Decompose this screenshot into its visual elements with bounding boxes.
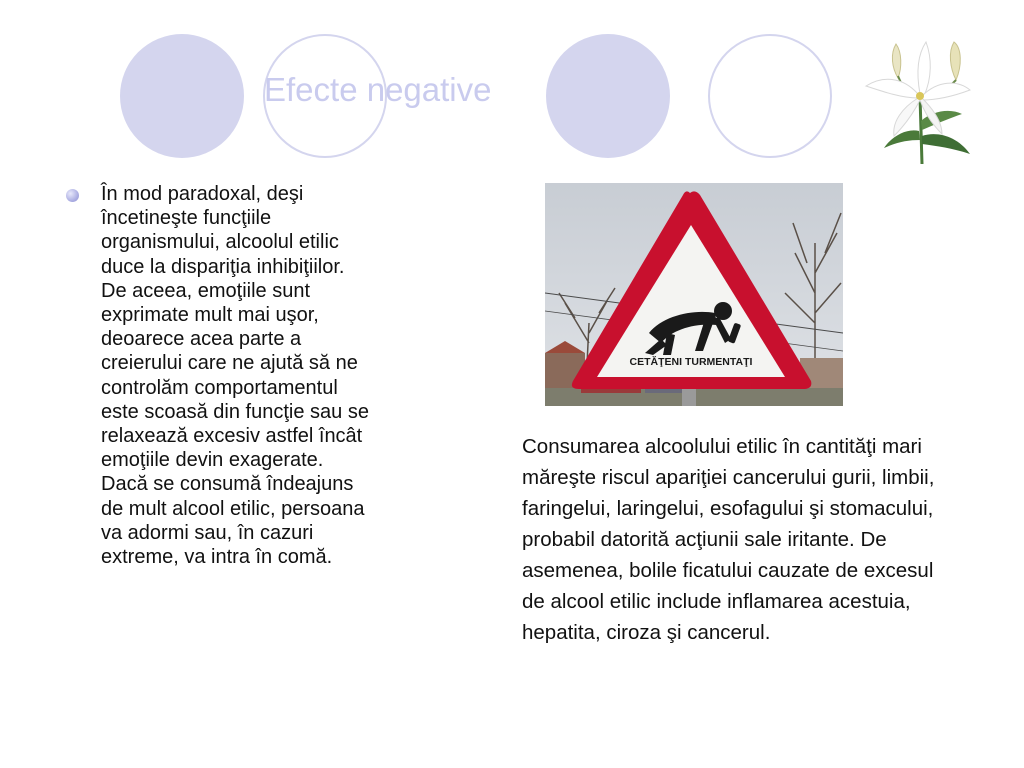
left-body-text: În mod paradoxal, deşi încetineşte funcţiile organismului, alcoolul etilic duce la dispariţia inhibiţiilor. De aceea, emoţiile sunt exprimate mult mai uşor, deoarece acea parte a creierului care ne ajută să ne controlăm comportamentul este scoasă din funcţie sau se relaxează excesiv astfel încât emoţiile devin exagerate. Dacă se consumă îndeajuns de mult alcool etilic, persoana va adormi sau, în cazuri extreme, va intra în comă.: [101, 183, 369, 569]
right-body-text: Consumarea alcoolului etilic în cantităţi mari măreşte riscul apariţiei cancerului gurii, limbii, faringelui, laringelui, esofagului şi stomacului, probabil datorită acţiunii sale iritante. De asemenea, bolile ficatului cauzate de excesul de alcool etilic include inflamarea acestuia, hepatita, ciroza şi cancerul.: [522, 435, 935, 644]
bullet-dot-icon: [66, 189, 79, 202]
decor-circle-4: [708, 34, 832, 158]
decor-circle-1: [120, 34, 244, 158]
sign-text: CETĂŢENI TURMENTAŢI: [629, 356, 753, 368]
lily-flower-icon: [862, 36, 974, 166]
slide-title: Efecte negative: [264, 71, 492, 108]
bullet-item: [62, 182, 369, 569]
decor-circle-3: [546, 34, 670, 158]
road-sign-photo: [545, 183, 843, 406]
